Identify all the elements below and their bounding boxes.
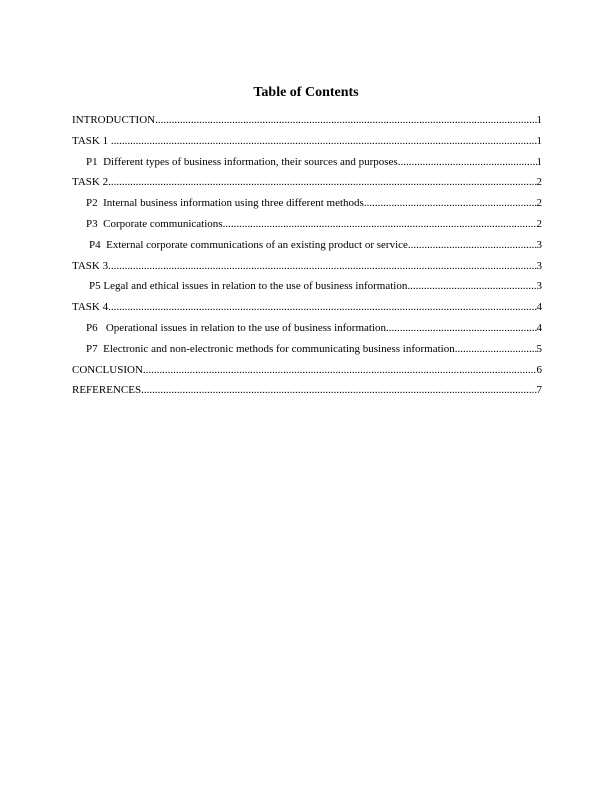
- toc-page-number: 2: [536, 217, 542, 230]
- toc-entry-text: CONCLUSION: [72, 363, 143, 376]
- toc-entry-text: P3 Corporate communications: [86, 217, 223, 230]
- toc-entry-text: P4 External corporate communications of an existing product or service: [89, 238, 408, 251]
- toc-entry-task-4[interactable]: [72, 300, 542, 321]
- toc-leader-dots: [386, 321, 536, 335]
- toc-leader-dots: [364, 196, 537, 210]
- toc-entry-p7[interactable]: [72, 342, 542, 363]
- toc-page-number: 7: [536, 384, 542, 397]
- toc-entry-introduction[interactable]: [72, 113, 542, 134]
- toc-entry-references[interactable]: [72, 383, 542, 404]
- toc-leader-dots: [223, 217, 537, 231]
- toc-leader-dots: [455, 342, 537, 356]
- toc-page-number: 3: [536, 238, 542, 251]
- toc-entry-text: TASK 1: [72, 134, 111, 147]
- toc-page-number: 4: [536, 321, 542, 334]
- toc-leader-dots: [143, 363, 537, 377]
- toc-entry-text: P1 Different types of business information, their sources and purposes: [86, 155, 398, 168]
- toc-page-number: 5: [536, 342, 542, 355]
- toc-entry-text: P7 Electronic and non-electronic methods for communicating business information: [86, 342, 455, 355]
- toc-entry-task-2[interactable]: [72, 175, 542, 196]
- toc-page-number: 6: [536, 363, 542, 376]
- toc-entry-task-1[interactable]: [72, 134, 542, 155]
- toc-entry-p2[interactable]: [72, 196, 542, 217]
- toc-page-number: 3: [536, 280, 542, 293]
- toc-leader-dots: [398, 155, 537, 169]
- toc-list: [72, 113, 542, 404]
- toc-title: Table of Contents: [253, 85, 359, 100]
- toc-entry-text: TASK 3: [72, 259, 109, 272]
- toc-page-number: 4: [536, 301, 542, 314]
- toc-entry-p3[interactable]: [72, 217, 542, 238]
- toc-page-number: 3: [536, 259, 542, 272]
- toc-entry-text: P5 Legal and ethical issues in relation to the use of business information: [89, 280, 408, 293]
- toc-entry-text: P2 Internal business information using three different methods: [86, 197, 364, 210]
- toc-entry-text: TASK 2: [72, 176, 109, 189]
- toc-page-number: 1: [536, 134, 542, 147]
- toc-entry-conclusion[interactable]: [72, 363, 542, 384]
- toc-entry-task-3[interactable]: [72, 259, 542, 280]
- toc-leader-dots: [111, 134, 537, 148]
- toc-leader-dots: [141, 383, 536, 397]
- toc-leader-dots: [108, 259, 536, 273]
- toc-page-number: 1: [536, 114, 542, 126]
- toc-leader-dots: [408, 238, 537, 252]
- toc-leader-dots: [108, 175, 536, 189]
- toc-entry-text: TASK 4: [72, 301, 109, 314]
- toc-page-number: 2: [536, 176, 542, 189]
- toc-entry-text: REFERENCES: [72, 384, 142, 397]
- toc-page-number: 2: [536, 197, 542, 210]
- toc-entry-text: P6 Operational issues in relation to the use of business information: [86, 321, 387, 334]
- toc-entry-text: INTRODUCTION: [72, 114, 156, 126]
- toc-entry-p1[interactable]: [72, 155, 542, 176]
- toc-entry-p4[interactable]: [72, 238, 542, 259]
- toc-leader-dots: [155, 113, 536, 127]
- toc-entry-p5[interactable]: [72, 279, 542, 300]
- toc-entry-p6[interactable]: [72, 321, 542, 342]
- toc-page-number: 1: [536, 155, 542, 168]
- toc-leader-dots: [108, 300, 536, 314]
- toc-leader-dots: [407, 279, 536, 293]
